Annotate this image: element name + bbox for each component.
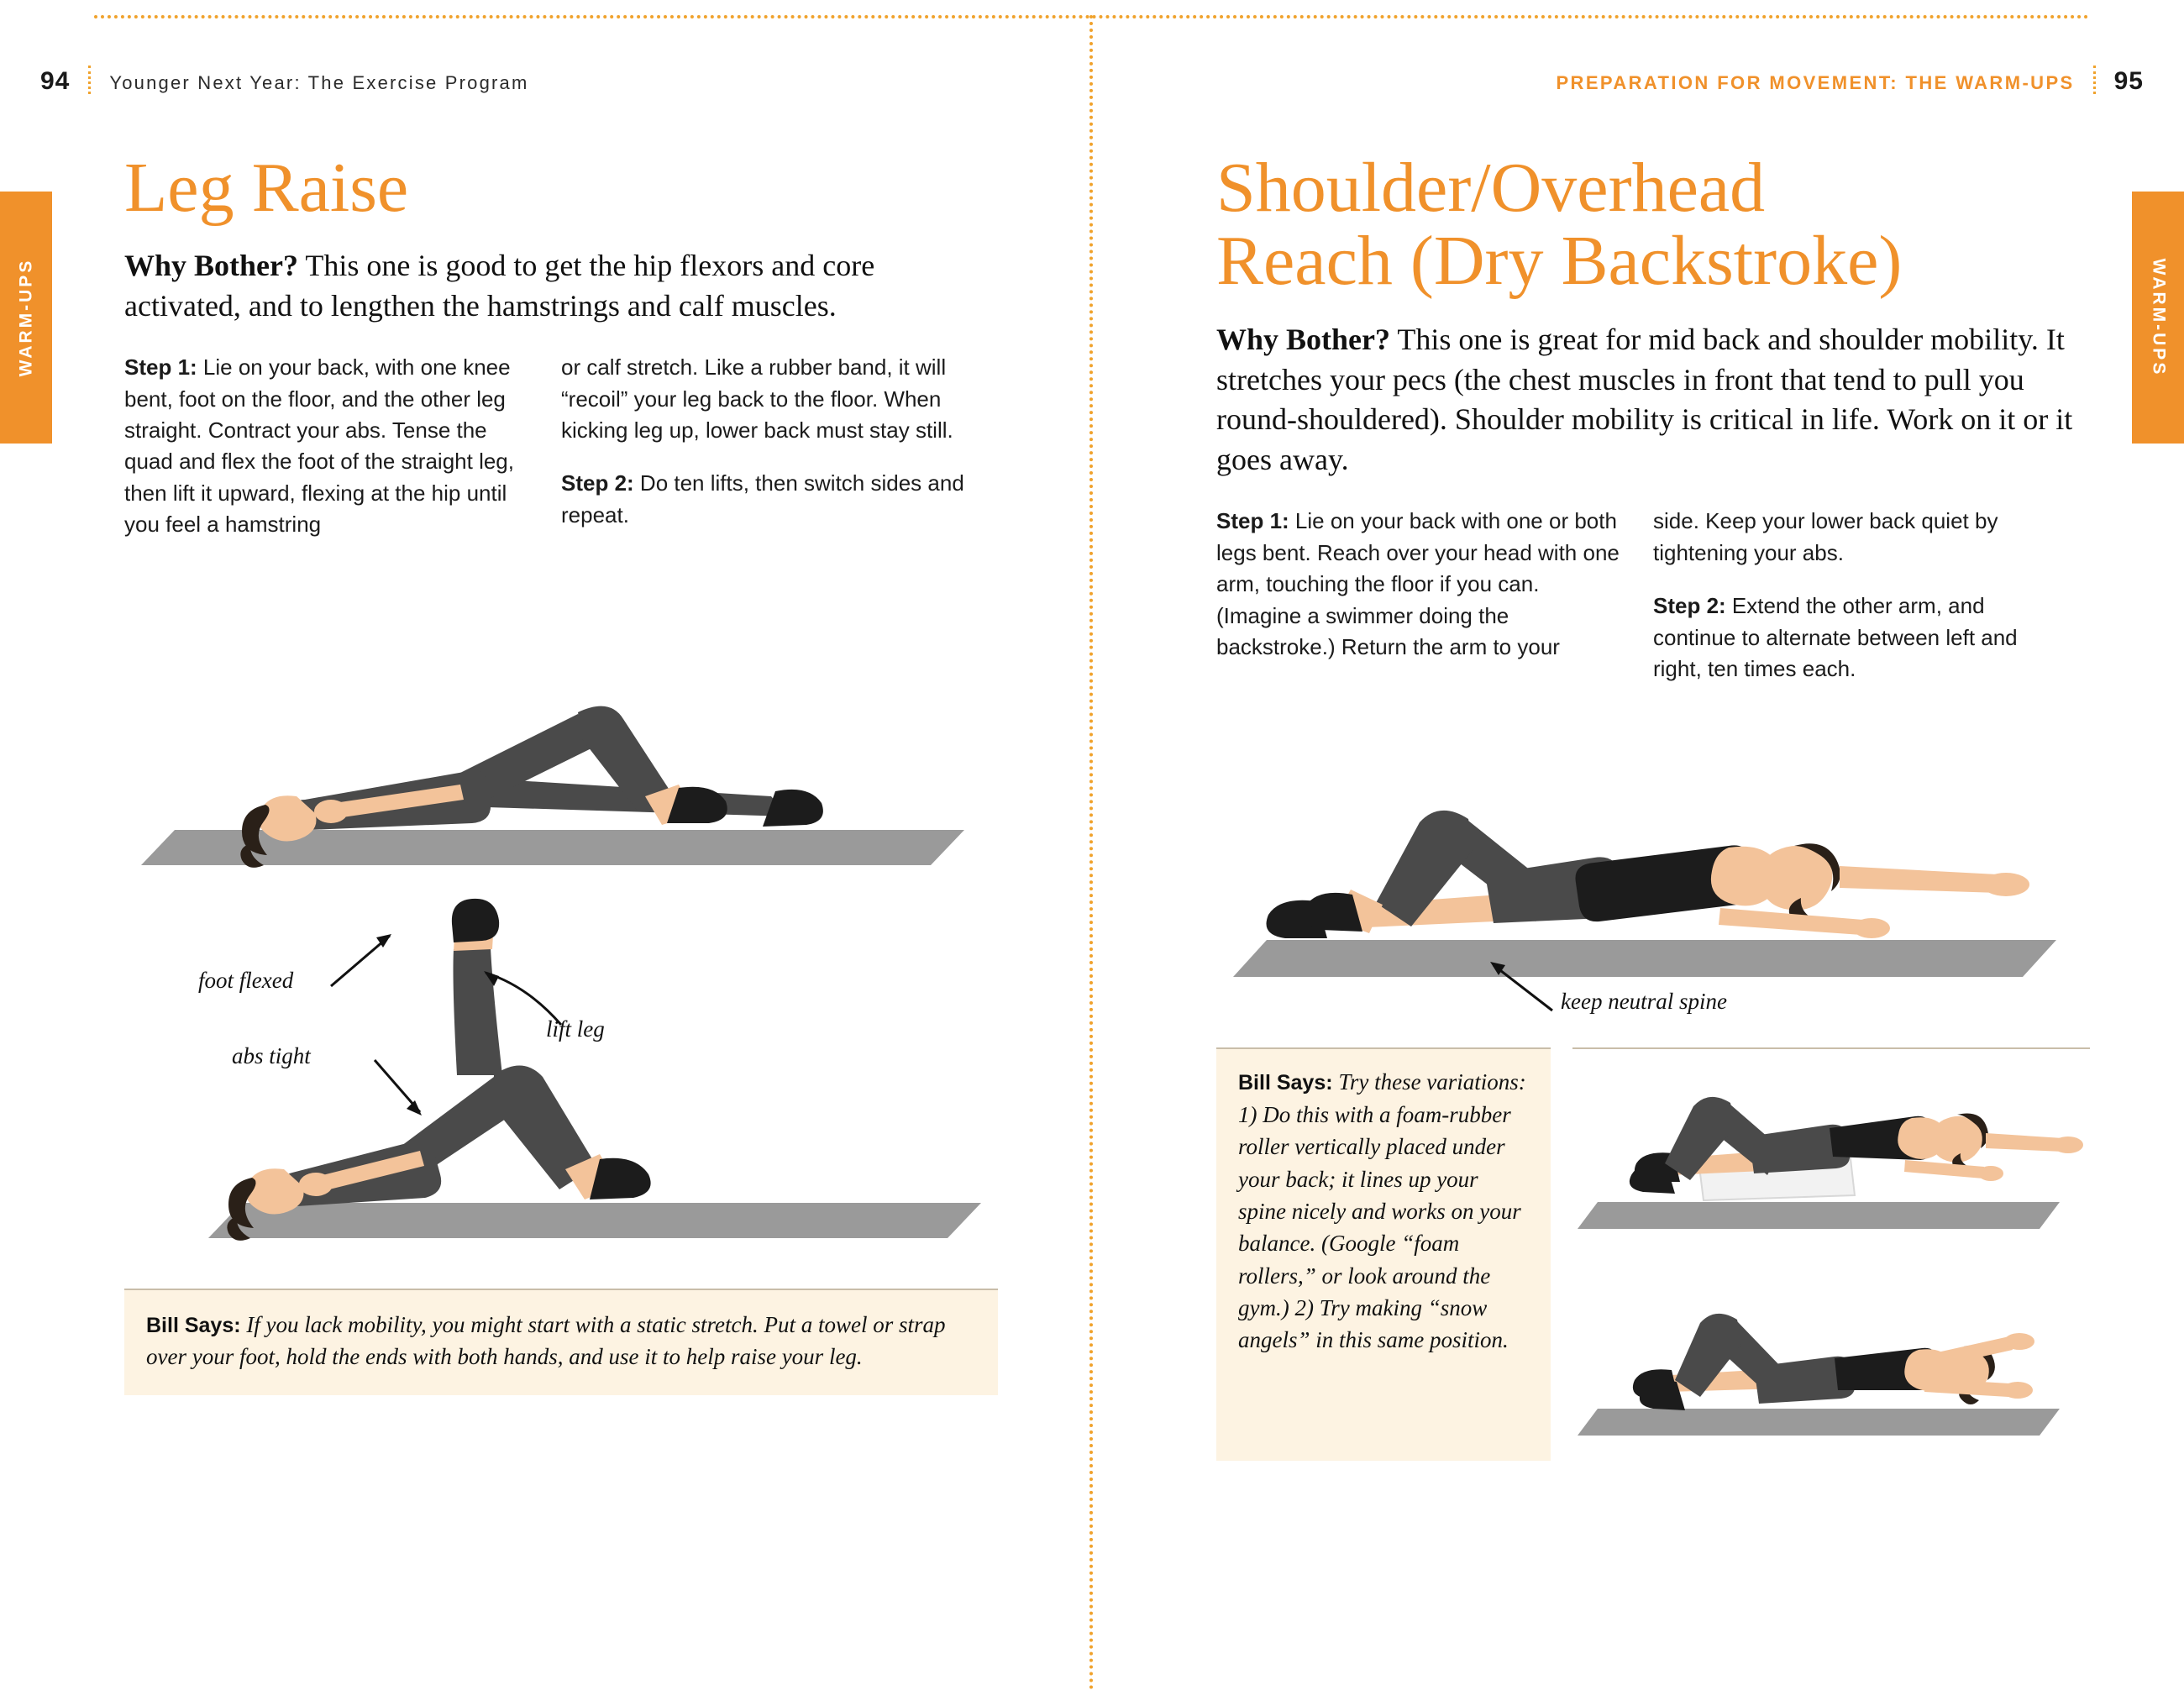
step-2-left xyxy=(561,468,964,531)
why-bother-text-left: This one is good to get the hip flexors and core activated, and to lengthen the hamstrings and calf muscles. xyxy=(124,249,875,323)
callout-keep-neutral-spine: keep neutral spine xyxy=(1561,989,1727,1015)
arrowhead-abs-tight xyxy=(407,1100,422,1115)
why-bother-paragraph-left xyxy=(124,246,998,327)
why-bother-paragraph-right xyxy=(1216,320,2090,481)
exercise-mat-5 xyxy=(1578,1409,2060,1436)
page-title-shoulder-reach xyxy=(1216,149,2090,301)
figure-leg-raise-start-svg xyxy=(124,605,998,882)
figure-leg-raise-lifted-svg xyxy=(124,899,998,1260)
why-bother-text-right: This one is great for mid back and shoulder mobility. It stretches your pecs (the chest muscles in front that tend to pull you round-shouldered). Shoulder mobility is critical in life. Work on it or it goes away. xyxy=(1216,322,2073,477)
running-head-left-text: Younger Next Year: The Exercise Program xyxy=(109,72,529,93)
step-1-continued-left: or calf stretch. Like a rubber band, it will “recoil” your leg back to the floor. When kicking leg up, lower back must stay still. xyxy=(561,354,953,443)
side-tab-left-label: WARM-UPS xyxy=(16,258,36,377)
side-tab-warmups-left xyxy=(0,192,52,444)
exercise-mat xyxy=(141,830,964,865)
steps-column-1-left xyxy=(124,352,528,563)
step-2-label-right: Step 2: xyxy=(1653,593,1726,619)
step-1-continued-right: side. Keep your lower back quiet by tightening your abs. xyxy=(1653,508,1998,565)
shoe-flexed xyxy=(452,899,499,942)
figure-backstroke-main-svg xyxy=(1216,740,2090,1026)
folio-separator-right xyxy=(2093,66,2096,94)
folio-separator-left xyxy=(88,66,91,94)
v1-overhead-arm xyxy=(1986,1133,2063,1152)
callout-lift-leg: lift leg xyxy=(546,1016,605,1042)
step-2-text-right: Extend the other arm, and continue to alternate between left and right, ten times each. xyxy=(1653,593,2018,681)
figure-foam-roller-svg xyxy=(1572,1061,2076,1254)
bottom-block-right-page xyxy=(1216,1047,2090,1461)
overhead-hand xyxy=(1982,873,2029,896)
callout-foot-flexed: foot flexed xyxy=(198,967,294,993)
right-page-content xyxy=(1216,151,2090,1461)
page-title-line-2: Reach (Dry Backstroke) xyxy=(1216,222,1903,301)
floor-hand xyxy=(1853,918,1890,938)
why-bother-label-right: Why Bother? xyxy=(1216,322,1390,356)
step-1-label-right: Step 1: xyxy=(1216,508,1289,534)
exercise-mat-3 xyxy=(1233,940,2056,977)
callout-abs-tight: abs tight xyxy=(232,1042,311,1068)
v1-overhead-hand xyxy=(2053,1136,2083,1153)
steps-block-left xyxy=(124,352,998,563)
raised-leg xyxy=(454,947,503,1075)
bill-says-box-left xyxy=(124,1289,998,1395)
step-2-label-left: Step 2: xyxy=(561,470,634,496)
bill-says-label-left: Bill Says: xyxy=(146,1313,241,1337)
shoe-bent-2 xyxy=(590,1158,651,1199)
folio-right: 95 xyxy=(2113,67,2144,95)
bill-says-text-left: If you lack mobility, you might start with a static stretch. Put a towel or strap over your foot, hold the ends with both hands, and use it to help raise your leg. xyxy=(146,1311,946,1370)
left-page-content xyxy=(124,151,998,1395)
illustration-backstroke-main xyxy=(1216,740,2090,1026)
bill-says-text-right: Try these variations: 1) Do this with a foam-rubber roller vertically placed under your back; it lines up your spine nicely and works on your balance. (Google “foam rollers,” or look around the gym.) 2) Try making “snow angels” in this same position. xyxy=(1238,1069,1526,1353)
step-1-right xyxy=(1216,506,1620,663)
running-head-right-text: PREPARATION FOR MOVEMENT: THE WARM-UPS xyxy=(1556,72,2075,93)
step-2-text-left: Do ten lifts, then switch sides and repeat. xyxy=(561,470,964,528)
bill-says-label-right: Bill Says: xyxy=(1238,1071,1333,1095)
step-1-label-left: Step 1: xyxy=(124,354,197,381)
step-1-text-right: Lie on your back with one or both legs bent. Reach over your head with one arm, touching the floor if you can. (Imagine a swimmer doing the backstroke.) Return the arm to your xyxy=(1216,508,1620,659)
step-1-text-left: Lie on your back, with one knee bent, foot on the floor, and the other leg straight. Contract your abs. Tense the quad and flex the foot of the straight leg, then lift it upward, flexing at the hip until you feel a hamstring xyxy=(124,354,514,538)
steps-column-2-left xyxy=(561,352,964,563)
illustration-leg-raise-start xyxy=(124,605,998,882)
bill-says-box-right xyxy=(1216,1047,1551,1461)
v1-floor-arm xyxy=(1904,1160,1984,1178)
exercise-mat-4 xyxy=(1578,1202,2060,1229)
steps-block-right xyxy=(1216,506,2090,706)
step-2-right xyxy=(1653,591,2056,685)
v2-hand-lower xyxy=(2003,1382,2033,1399)
shoe-right xyxy=(763,790,823,827)
overhead-arm xyxy=(1840,866,1999,893)
page-title-line-1: Shoulder/Overhead xyxy=(1216,149,1766,227)
hand-2 xyxy=(299,1173,333,1196)
page-title-leg-raise: Leg Raise xyxy=(124,149,409,227)
variation-figures xyxy=(1572,1047,2090,1461)
v1-floor-hand xyxy=(1978,1166,2003,1181)
figure-snow-angel-svg xyxy=(1572,1268,2076,1461)
exercise-mat-2 xyxy=(208,1203,981,1238)
steps-column-1-right xyxy=(1216,506,1620,706)
steps-column-2-right xyxy=(1653,506,2056,706)
step-1-left xyxy=(124,352,528,541)
folio-left: 94 xyxy=(40,67,71,95)
center-dotted-rule xyxy=(1089,15,1093,1691)
running-head-right xyxy=(1556,60,2144,96)
running-head-left xyxy=(40,60,529,96)
hand xyxy=(314,800,348,823)
side-tab-right-label: WARM-UPS xyxy=(2149,258,2169,377)
side-tab-warmups-right xyxy=(2132,192,2184,444)
why-bother-label-left: Why Bother? xyxy=(124,249,298,283)
illustration-leg-raise-lifted xyxy=(124,899,998,1260)
v2-hand-upper xyxy=(2004,1333,2034,1350)
v2-arm-lower xyxy=(1924,1378,2009,1397)
